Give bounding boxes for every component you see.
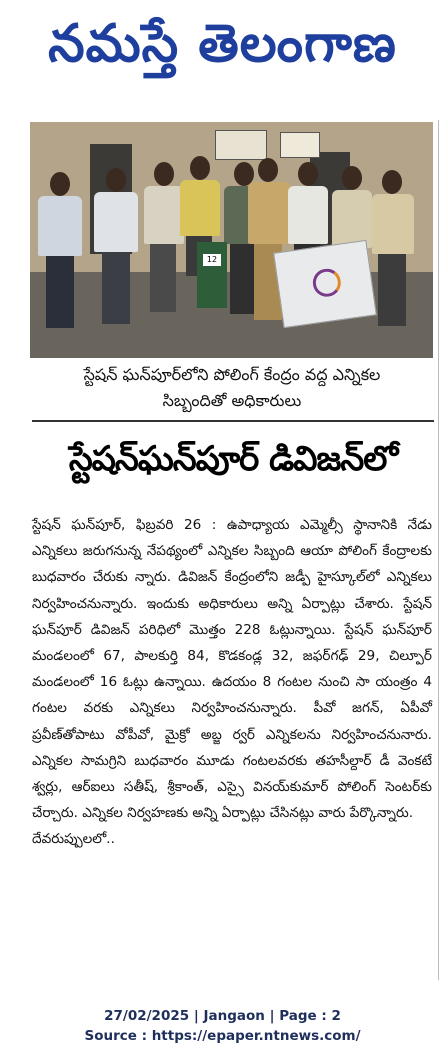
article-body: స్టేషన్ ఘన్‌పూర్, ఫిబ్రవరి 26 : ఉపాధ్యాయ ఎమ్మెల్సీ స్థానానికి నేడు ఎన్నికలు జరుగనున్న నేపథ్యంలో ఎన్నికల సిబ్బంది ఆయా పోలింగ్ కేంద్రాలకు బుధవారం చేరుకు న్నారు. డివిజన్ కేంద్రంలోని జడ్పీ హైస్కూల్‌లో ఎన్నికలు నిర్వహించనున్నారు. ఇందుకు అధికారులు అన్ని ఏర్పాట్లు చేశారు. స్టేషన్ ఘన్‌పూర్ డివిజన్ పరిధిలో మొత్తం 228 ఓట్లున్నాయి. స్టేషన్ ఘన్‌పూర్ మండలంలో 67, పాలకుర్తి 84, కొడకండ్ల 32, జఫర్‌గఢ్ 29, చిల్పూర్ మండలంలో 16 ఓట్లు ఉన్నాయి. ఉదయం 8 గంటల నుంచి సా యంత్రం 4 గంటల వరకు ఎన్నికలు నిర్వహించనున్నారు. పీవో జగన్, ఏపీవో ప్రవీణ్‌తోపాటు వోపీవో, మైక్రో అబ్జ ర్వర్ ఎన్నికలను నిర్వహించనునారు. ఎన్నికల సామగ్రిని బుధవారం మూడు గంటలవరకు తహసీల్దార్ డీ వెంకటే శ్వర్లు, ఆర్‌ఐలు సతీష్, శ్రీకాంత్, ఎస్సై వినయ్‌కుమార్ పోలింగ్ సెంటర్‌కు చేర్చారు. ఎన్నికల నిర్వహణకు అన్ని ఏర్పాట్లు చేసినట్లు వారు పేర్కొన్నారు. దేవరుప్పులలో.. bbox=[32, 517, 432, 848]
photo-signboard bbox=[215, 130, 267, 160]
article-headline: స్టేషన్‌ఘన్‌పూర్ డివిజన్‌లో bbox=[68, 439, 398, 479]
ballot-box-label: 12 bbox=[203, 254, 221, 266]
photo-caption: స్టేషన్ ఘన్‌పూర్‌లోని పోలింగ్ కేంద్రం వద్ద ఎన్నికల సిబ్బందితో అధికారులు bbox=[83, 365, 381, 410]
column-divider bbox=[438, 120, 439, 980]
footer-date-line: 27/02/2025 | Jangaon | Page : 2 bbox=[104, 1008, 341, 1024]
footer-source-line: Source : https://epaper.ntnews.com/ bbox=[84, 1028, 361, 1044]
masthead-title: నమస్తే తెలంగాణ bbox=[48, 13, 397, 74]
photo-signboard bbox=[280, 132, 320, 158]
news-photo bbox=[30, 122, 433, 358]
page-footer bbox=[0, 1006, 445, 1046]
election-logo-icon bbox=[311, 267, 343, 299]
ballot-box bbox=[197, 242, 227, 308]
election-board bbox=[273, 240, 377, 328]
newspaper-masthead bbox=[0, 0, 445, 100]
caption-divider bbox=[32, 420, 434, 422]
